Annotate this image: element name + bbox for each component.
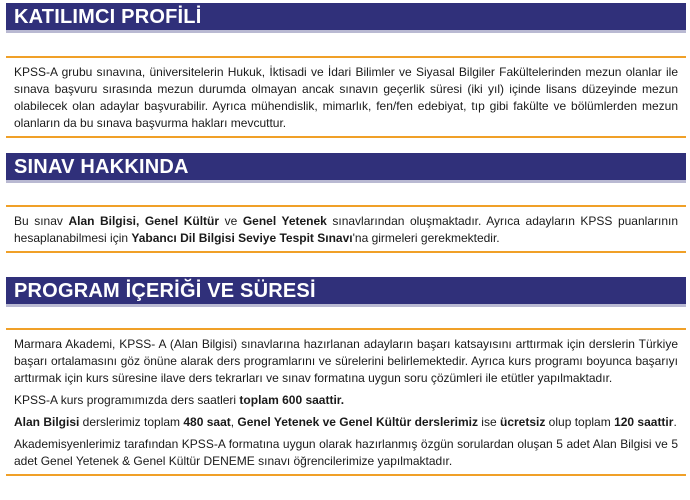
- text-run: Akademisyenlerimiz tarafından KPSS-A formatına uygun olarak hazırlanmış özgün sorulardan oluşan 5 adet Alan Bilgisi ve 5 adet Genel Yetenek & Genel Kültür DENEME sınavı öğrencilerimize yapılmaktadır.: [14, 437, 678, 468]
- text-run: .: [673, 415, 677, 429]
- text-run-bold: Alan Bilgisi: [14, 415, 80, 429]
- text-run-bold: Alan Bilgisi, Genel Kültür: [68, 214, 220, 228]
- section-title: SINAV HAKKINDA: [14, 156, 189, 178]
- paragraph: [14, 336, 678, 387]
- text-run-bold: Genel Yetenek ve Genel Kültür derslerimiz: [237, 415, 478, 429]
- text-run-bold: ücretsiz: [499, 415, 546, 429]
- text-run: ise: [477, 415, 500, 429]
- paragraph: [14, 392, 678, 409]
- section-header-katilimci-profili: [6, 3, 686, 33]
- text-run-bold: 120 saattir: [614, 415, 674, 429]
- section-header-sinav-hakkinda: [6, 153, 686, 183]
- text-run: ve: [219, 214, 243, 228]
- section-body-sinav-hakkinda: [6, 205, 686, 253]
- text-run: 'na girmeleri gerekmektedir.: [352, 231, 500, 245]
- text-run: Marmara Akademi, KPSS- A (Alan Bilgisi) sınavlarına hazırlanan adayların başarı katsayısını arttırmak için derslerin Türkiye başarı ortalamasını göz önüne alarak ders programlarını ve sürelerini belirlemektedir. Ayrıca kurs programı boyunca başarıyı arttırmak için kurs süresine ilave ders tekrarları ve sınav formatına uygun soru çözümleri ile etütler yapılmaktadır.: [14, 337, 678, 385]
- section-body-katilimci-profili: [6, 56, 686, 138]
- section-title: PROGRAM İÇERİĞİ VE SÜRESİ: [14, 280, 316, 302]
- section-title: KATILIMCI PROFİLİ: [14, 6, 202, 28]
- text-run: KPSS-A grubu sınavına, üniversitelerin Hukuk, İktisadi ve İdari Bilimler ve Siyasal Bilgiler Fakültelerinden mezun olanlar ile sınava başvuru sırasında mezun durumda olmayan ancak sınavın geçerlik süresi (iki yıl) içinde lisans düzeyinde mezun olabilecek olan adaylar başvurabilir. Ayrıca mühendislik, mimarlık, fen/fen edebiyat, tıp gibi fakülte ve bölümlerden mezun olanların da bu sınava başvurma hakları mevcuttur.: [14, 65, 678, 130]
- text-run-bold: Genel Yetenek: [242, 214, 327, 228]
- text-run: KPSS-A kurs programımızda ders saatleri: [14, 393, 240, 407]
- text-run-bold: toplam 600 saattir.: [239, 393, 345, 407]
- text-run: Bu sınav: [14, 214, 69, 228]
- section-header-program-icerigi: [6, 277, 686, 307]
- text-run: sınavlarından oluşmaktadır. Ayrıca adayların KPSS puanlarının hesaplanabilmesi için: [14, 214, 679, 245]
- text-run-bold: Yabancı Dil Bilgisi Seviye Tespit Sınavı: [131, 231, 353, 245]
- paragraph: [14, 213, 678, 247]
- text-run-bold: 480 saat: [183, 415, 231, 429]
- paragraph: [14, 436, 678, 470]
- section-body-program-icerigi: [6, 328, 686, 476]
- paragraph: [14, 64, 678, 132]
- paragraph: [14, 414, 678, 431]
- text-run: olup toplam: [545, 415, 615, 429]
- text-run: derslerimiz toplam: [79, 415, 184, 429]
- text-run: ,: [230, 415, 238, 429]
